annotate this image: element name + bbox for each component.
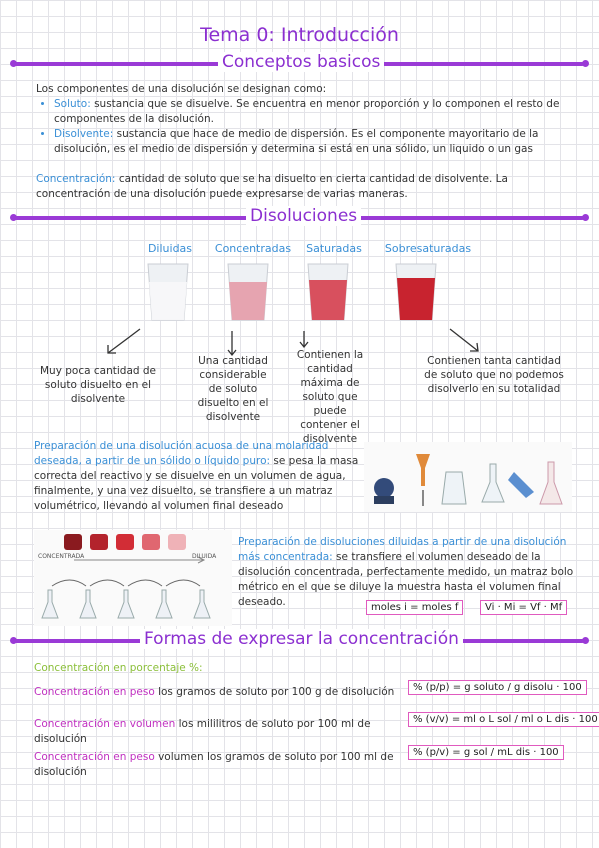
- forma-term-volumen: Concentración en volumen: [34, 718, 176, 730]
- forma-row-peso: [34, 685, 414, 700]
- glass-diluidas: [148, 264, 188, 320]
- label-concentrada: CONCENTRADA: [38, 553, 85, 560]
- page-title: Tema 0: Introducción: [200, 24, 399, 46]
- glass-label-diluidas: Diluidas: [147, 242, 193, 255]
- desc-sobresaturadas: Contienen tanta cantidad de soluto que no podemos disolverlo en su totalidad: [424, 355, 564, 395]
- glass-saturadas: [308, 264, 348, 320]
- concentracion-paragraph: [36, 172, 571, 202]
- desc-diluidas: Muy poca cantidad de soluto disuelto en el disolvente: [39, 365, 157, 405]
- forma-row-peso-volumen: [34, 750, 414, 780]
- preparacion-diluida-text: se transfiere el volumen deseado de la disolución concentrada, perfectamente medido, un matraz bolo métrico en el que se diluye la muestra hasta el volumen final deseado.: [238, 551, 574, 608]
- formula-volumen-volumen: % (v/v) = ml o L sol / ml o L dis · 100: [408, 712, 599, 727]
- def-soluto: sustancia que se disuelve. Se encuentra en menor proporción y lo componen el resto de componentes de la disolución.: [54, 98, 560, 125]
- glass-concentradas: [228, 264, 268, 320]
- section-title-disoluciones: Disoluciones: [246, 206, 361, 226]
- section-dot: [582, 214, 589, 221]
- dilution-series-illustration: [34, 530, 232, 626]
- section-title-formas: Formas de expresar la concentración: [140, 629, 463, 649]
- forma-term-peso-volumen: Concentración en peso: [34, 751, 155, 763]
- preparation-steps-illustration: [364, 442, 572, 512]
- conceptos-intro: Los componentes de una disolución se designan como:: [36, 83, 327, 95]
- list-item-soluto: [54, 97, 571, 127]
- desc-saturadas: Contienen la cantidad máxima de soluto que puede contener el disolvente: [296, 349, 364, 445]
- term-disolvente: Disolvente:: [54, 128, 114, 140]
- preparacion-diluida-paragraph: [238, 535, 578, 610]
- glass-label-concentradas: Concentradas: [214, 242, 292, 255]
- preparacion-solido-term: Preparación de una disolución acuosa de una molaridad deseada, a partir de un sólido o líquido puro:: [34, 440, 329, 467]
- preparacion-diluida-term: Preparación de disoluciones diluidas a partir de una disolución más concentrada:: [238, 536, 567, 563]
- forma-row-volumen: [34, 717, 414, 747]
- term-concentracion: Concentración:: [36, 173, 116, 185]
- glass-label-sobresaturadas: Sobresaturadas: [384, 242, 472, 255]
- section-dot: [582, 60, 589, 67]
- glass-label-saturadas: Saturadas: [306, 242, 362, 255]
- forma-text-volumen: los mililitros de soluto por 100 ml de disolución: [34, 718, 371, 745]
- formula-peso-volumen: % (p/v) = g sol / mL dis · 100: [408, 745, 564, 760]
- porcentaje-title: [34, 661, 203, 676]
- term-soluto: Soluto:: [54, 98, 91, 110]
- forma-text-peso-volumen: volumen los gramos de soluto por 100 ml de disolución: [34, 751, 394, 778]
- preparacion-solido-text: se pesa la masa correcta del reactivo y se disuelve en un volumen de agua, finalmente, y una vez disuelto, se transfiere a un matraz volumétrico, llevando al volumen final deseado: [34, 455, 359, 512]
- conceptos-list: [36, 97, 571, 157]
- label-diluida: DILUIDA: [192, 553, 217, 560]
- desc-concentradas: Una cantidad considerable de soluto disuelto en el disolvente: [197, 355, 269, 423]
- section-dot: [582, 637, 589, 644]
- glasses-illustration: [128, 256, 458, 326]
- glass-sobresaturadas: [396, 264, 436, 320]
- formula-peso-peso: % (p/p) = g soluto / g disolu · 100: [408, 680, 587, 695]
- forma-term-peso: Concentración en peso: [34, 686, 155, 698]
- forma-text-peso: los gramos de soluto por 100 g de disolución: [154, 686, 395, 698]
- list-item-disolvente: [54, 127, 571, 157]
- def-disolvente: sustancia que hace de medio de dispersión. Es el componente mayoritario de la disolución, es el medio de dispersión y determina si está en una sólido, un liquido o un gas: [54, 128, 539, 155]
- def-concentracion: cantidad de soluto que se ha disuelto en cierta cantidad de disolvente. La concentración de una disolución puede expresarse de varias maneras.: [36, 173, 508, 200]
- formula-moles: moles i = moles f: [366, 600, 463, 615]
- section-title-conceptos: Conceptos basicos: [218, 52, 384, 72]
- preparacion-solido-paragraph: [34, 439, 360, 514]
- porcentaje-title-text: Concentración en porcentaje %:: [34, 662, 203, 674]
- formula-volumen-molaridad: Vi · Mi = Vf · Mf: [480, 600, 567, 615]
